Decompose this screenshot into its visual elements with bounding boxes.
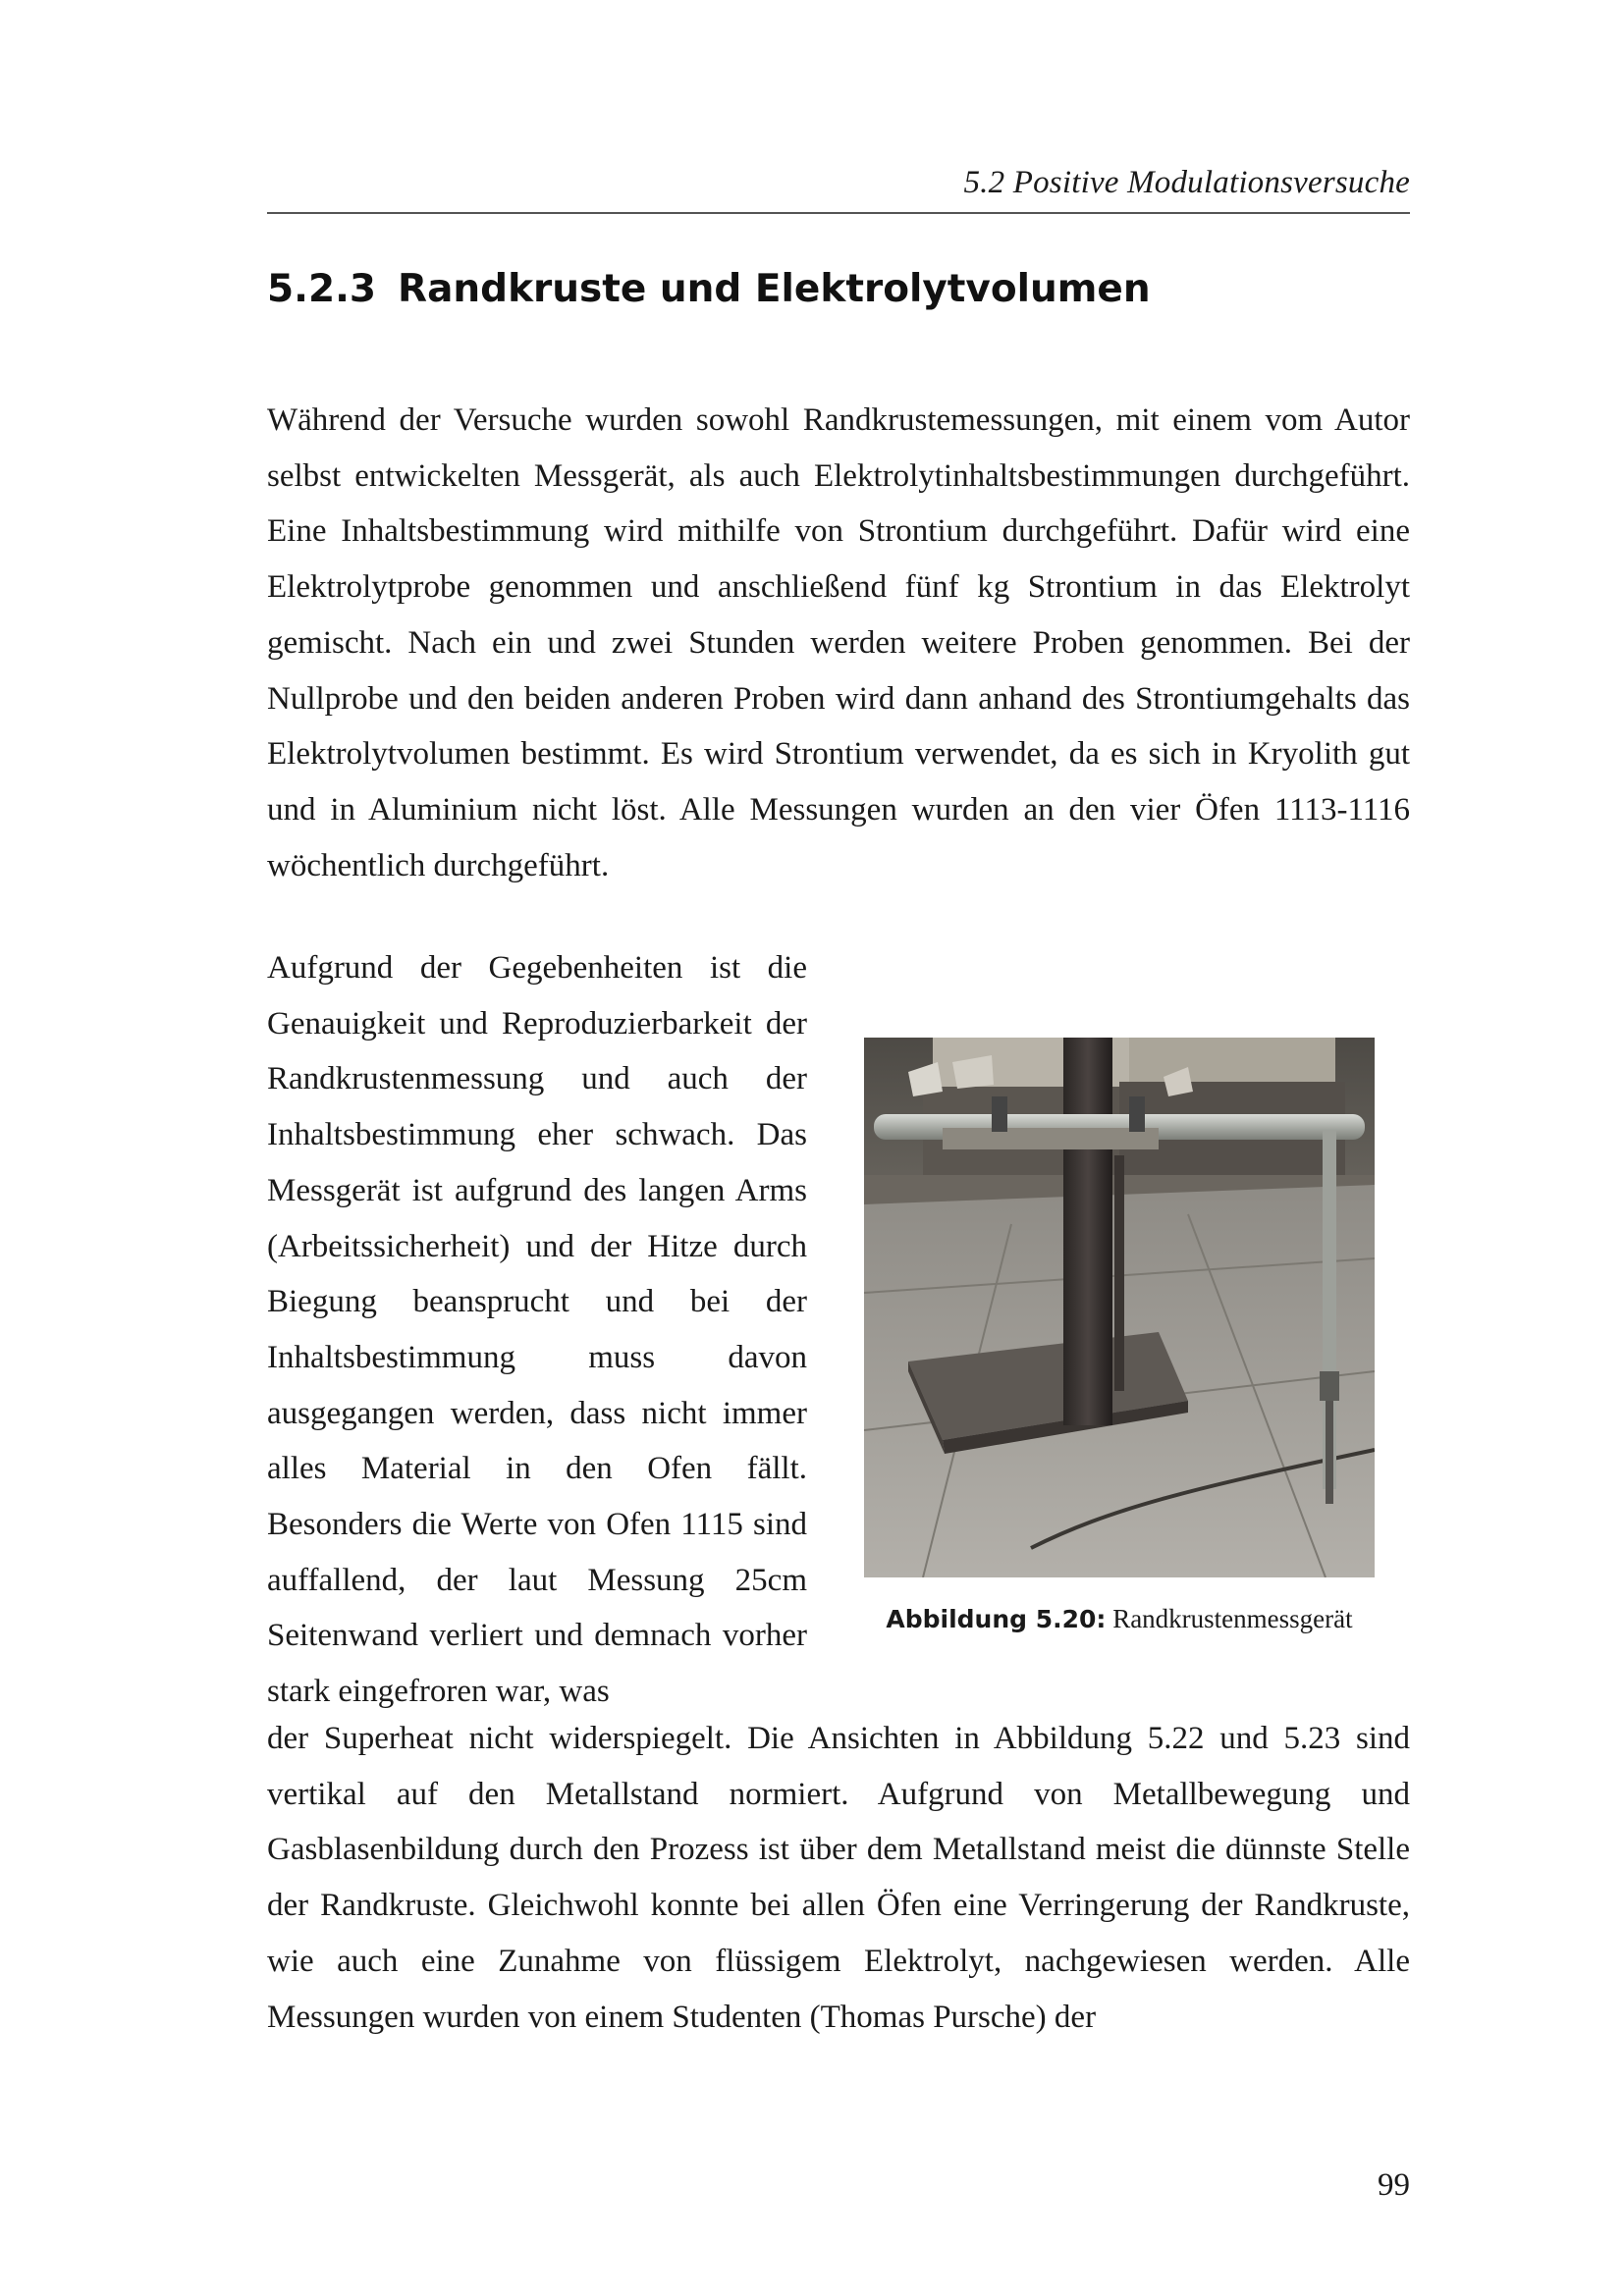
section-number: 5.2.3 — [267, 267, 377, 311]
caption-label: Abbildung 5.20: — [886, 1605, 1107, 1633]
figure-caption — [864, 1604, 1375, 1634]
paragraph-continuation: der Superheat nicht widerspiegelt. Die Ansichten in Abbildung 5.22 und 5.23 sind vertikal auf den Metallstand normiert. Aufgrund von Metallbewegung und Gasblasenbildung durch den Prozess ist über dem Metallstand meist die dünnste Stelle der Randkruste. Gleichwohl konnte bei allen Öfen eine Verringerung der Randkruste, wie auch eine Zunahme von flüssigem Elektrolyt, nachgewiesen werden. Alle Messungen wurden von einem Studenten (Thomas Pursche) der — [267, 1721, 1410, 2035]
paragraph-intro: Während der Versuche wurden sowohl Randkrustemessungen, mit einem vom Autor selbst entwickelten Messgerät, als auch Elektrolytinhaltsbestimmungen durchgeführt. Eine Inhaltsbestimmung wird mithilfe von Strontium durchgeführt. Dafür wird eine Elektrolytprobe genommen und anschließend fünf kg Strontium in das Elektrolyt gemischt. Nach ein und zwei Stunden werden weitere Proben genommen. Bei der Nullprobe und den beiden anderen Proben wird dann anhand des Strontiumgehalts das Elektrolytvolumen bestimmt. Es wird Strontium verwendet, da es sich in Kryolith gut und in Aluminium nicht löst. Alle Messungen wurden an den vier Öfen 1113-1116 wöchentlich durchgeführt. — [267, 402, 1410, 883]
section-heading — [267, 267, 1151, 311]
measuring-device-photo — [864, 1038, 1375, 1577]
section-title: Randkruste und Elektrolytvolumen — [398, 267, 1151, 311]
header-rule — [267, 212, 1410, 214]
paragraph-wrapped-column: Aufgrund der Gegebenheiten ist die Genauigkeit und Reproduzierbarkeit der Randkrustenmessung und auch der Inhaltsbestimmung eher schwach. Das Messgerät ist aufgrund des langen Arms (Arbeitssicherheit) und der Hitze durch Biegung beansprucht und bei der Inhaltsbestimmung muss davon ausgegangen werden, dass nicht immer alles Material in den Ofen fällt. Besonders die Werte von Ofen 1115 sind auffallend, der laut Messung 25cm Seitenwand verliert und demnach vorher stark eingefroren war, was — [267, 950, 807, 1710]
running-head: 5.2 Positive Modulationsversuche — [963, 165, 1410, 200]
page-number: 99 — [1378, 2167, 1410, 2203]
caption-text: Randkrustenmessgerät — [1112, 1604, 1353, 1633]
figure-5-20 — [864, 1038, 1375, 1634]
